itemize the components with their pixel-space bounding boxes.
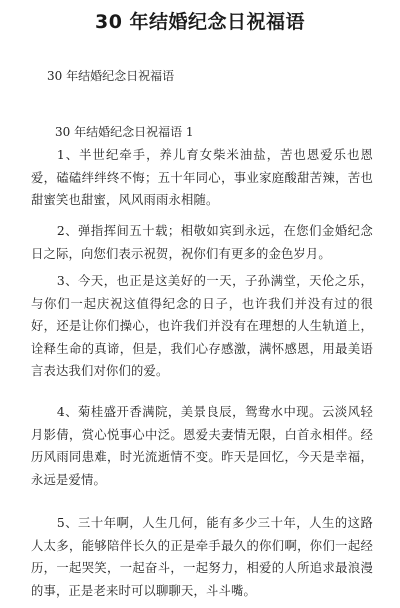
blessing-paragraph-1: 1、半世纪牵手，养儿育女柴米油盐，苦也恩爱乐也恩爱，磕磕绊绊终不悔；五十年同心，事业家庭酸甜苦辣，苦也甜蜜笑也甜蜜，风风雨雨永相随。 xyxy=(31,148,373,207)
section-title: 30 年结婚纪念日祝福语 1 xyxy=(55,125,194,139)
page-title: 30 年结婚纪念日祝福语 xyxy=(94,11,306,33)
document-subtitle: 30 年结婚纪念日祝福语 xyxy=(47,69,175,83)
blessing-paragraph-3: 3、今天，也正是这美好的一天，子孙满堂，天伦之乐，与你们一起庆祝这值得纪念的日子，也许我们并没有过的很好，还是让你们操心，也许我们并没有在理想的人生轨道上，诠释生命的真谛，但是，我们心存感激，满怀感恩，用最美语言表达我们对你们的爱。 xyxy=(31,274,373,378)
blessing-paragraph-2: 2、弹指挥间五十载；相敬如宾到永远，在您们金婚纪念日之际，向您们表示祝贺，祝你们有更多的金色岁月。 xyxy=(31,224,373,261)
blessing-paragraph-4: 4、菊桂盛开香满院，美景良辰，鸳鸯水中现。云淡风轻月影倩，赏心悦事心中泛。恩爱夫妻情无限，白首永相伴。经历风雨同患难，时光流逝情不变。昨天是回忆，今天是幸福，永远是爱情。 xyxy=(31,405,373,487)
blessing-paragraph-5: 5、三十年啊，人生几何，能有多少三十年，人生的这路人太多，能够陪伴长久的正是牵手最久的你们啊，你们一起经历，一起哭笑，一起奋斗，一起努力，相爱的人所追求最浪漫的事，正是老来时可以聊聊天，斗斗嘴。 xyxy=(31,516,373,598)
